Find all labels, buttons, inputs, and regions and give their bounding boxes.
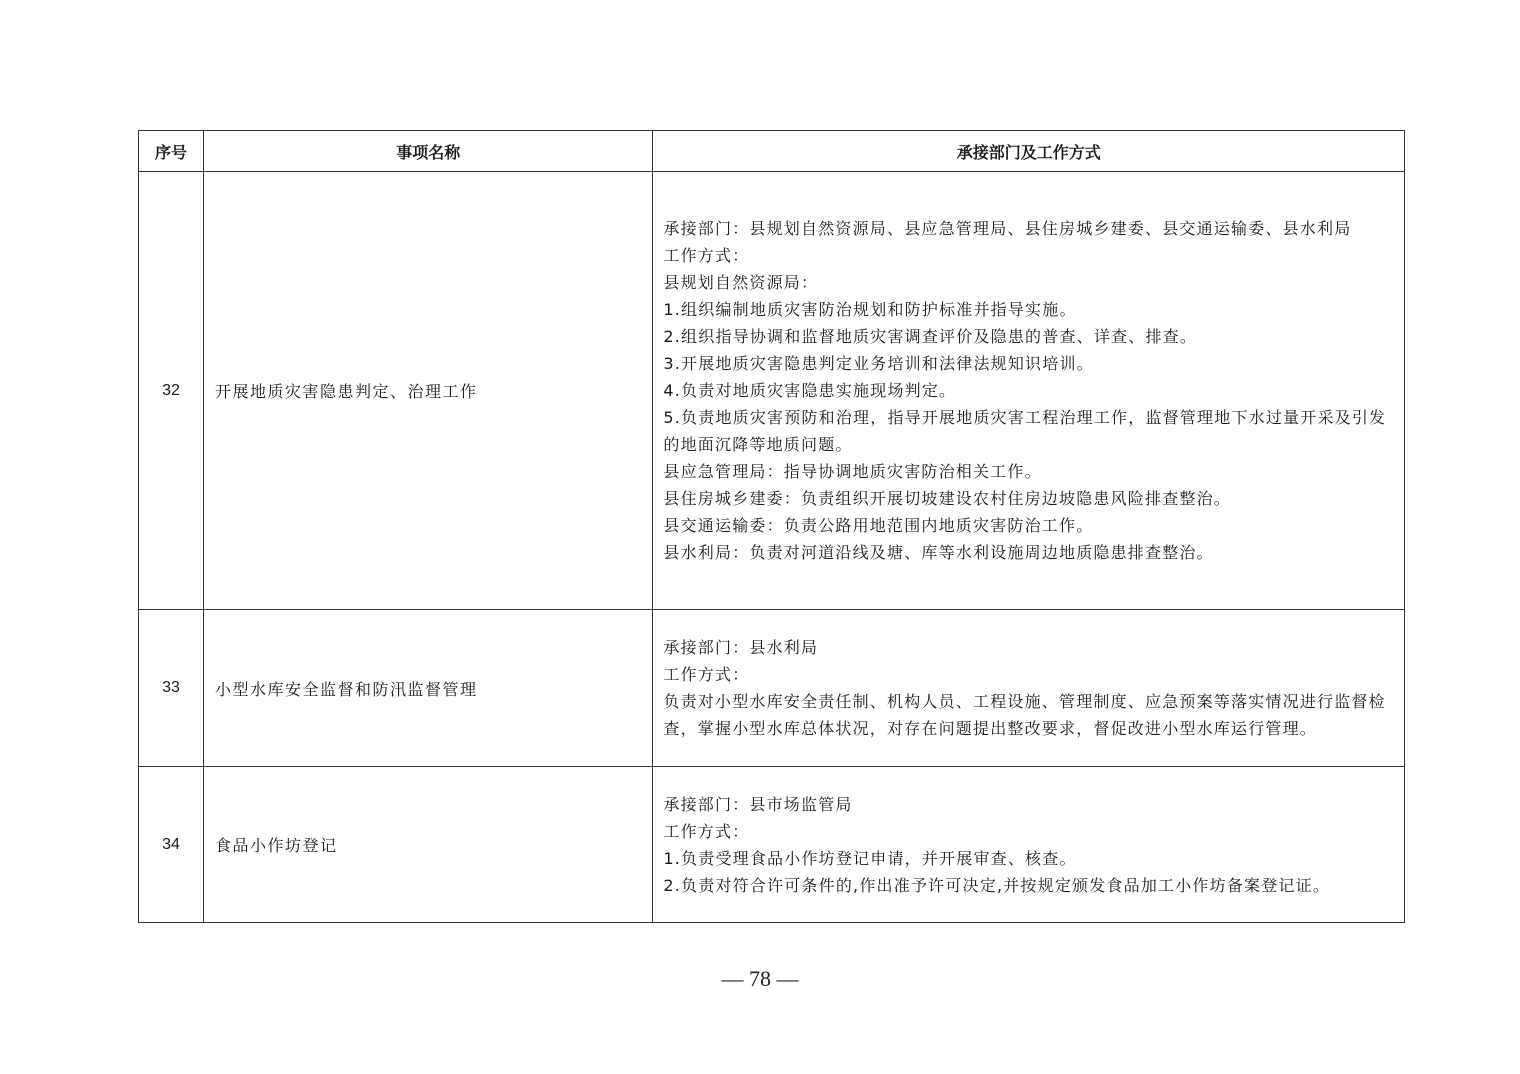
matters-table [138, 130, 1405, 923]
dept-line: 县应急管理局：指导协调地质灾害防治相关工作。 [663, 462, 1042, 481]
table-row [139, 767, 1405, 923]
header-dept: 承接部门及工作方式 [653, 131, 1405, 172]
table-row [139, 610, 1405, 767]
dept-line: 2.负责对符合许可条件的,作出准予许可决定,并按规定颁发食品加工小作坊备案登记证。 [663, 875, 1331, 895]
dept-line: 工作方式： [663, 246, 750, 265]
header-name: 事项名称 [204, 131, 653, 172]
dept-line: 工作方式： [663, 665, 750, 684]
dept-line: 县住房城乡建委：负责组织开展切坡建设农村住房边坡隐患风险排查整治。 [663, 489, 1231, 508]
dept-line: 承接部门：县水利局 [663, 638, 819, 657]
row-name: 食品小作坊登记 [204, 767, 653, 923]
dept-line: 承接部门：县规划自然资源局、县应急管理局、县住房城乡建委、县交通运输委、县水利局 [663, 219, 1352, 238]
row-index: 32 [139, 172, 204, 610]
row-name: 开展地质灾害隐患判定、治理工作 [204, 172, 653, 610]
row-dept [653, 172, 1405, 610]
table-row [139, 172, 1405, 610]
row-index: 33 [139, 610, 204, 767]
page-number: — 78 — [721, 966, 799, 991]
dept-line: 县交通运输委：负责公路用地范围内地质灾害防治工作。 [663, 516, 1094, 535]
dept-line: 3.开展地质灾害隐患判定业务培训和法律法规知识培训。 [663, 354, 1094, 373]
row-name: 小型水库安全监督和防汛监督管理 [204, 610, 653, 767]
dept-line: 5.负责地质灾害预防和治理，指导开展地质灾害工程治理工作，监督管理地下水过量开采及引发的地面沉降等地质问题。 [663, 408, 1387, 454]
dept-line: 县水利局：负责对河道沿线及塘、库等水利设施周边地质隐患排查整治。 [663, 543, 1214, 562]
dept-line: 县规划自然资源局： [663, 273, 819, 292]
row-index: 34 [139, 767, 204, 923]
dept-line: 1.负责受理食品小作坊登记申请，并开展审查、核查。 [663, 848, 1077, 868]
dept-line: 工作方式： [663, 821, 750, 841]
header-index: 序号 [139, 131, 204, 172]
dept-line: 4.负责对地质灾害隐患实施现场判定。 [663, 381, 957, 400]
dept-line: 2.组织指导协调和监督地质灾害调查评价及隐患的普查、详查、排查。 [663, 327, 1198, 346]
dept-line: 负责对小型水库安全责任制、机构人员、工程设施、管理制度、应急预案等落实情况进行监督检查，掌握小型水库总体状况，对存在问题提出整改要求，督促改进小型水库运行管理。 [663, 692, 1386, 738]
dept-line: 1.组织编制地质灾害防治规划和防护标准并指导实施。 [663, 300, 1077, 319]
row-dept [653, 767, 1405, 923]
table-header-row [139, 131, 1405, 172]
dept-line: 承接部门：县市场监管局 [663, 794, 853, 814]
row-dept [653, 610, 1405, 767]
